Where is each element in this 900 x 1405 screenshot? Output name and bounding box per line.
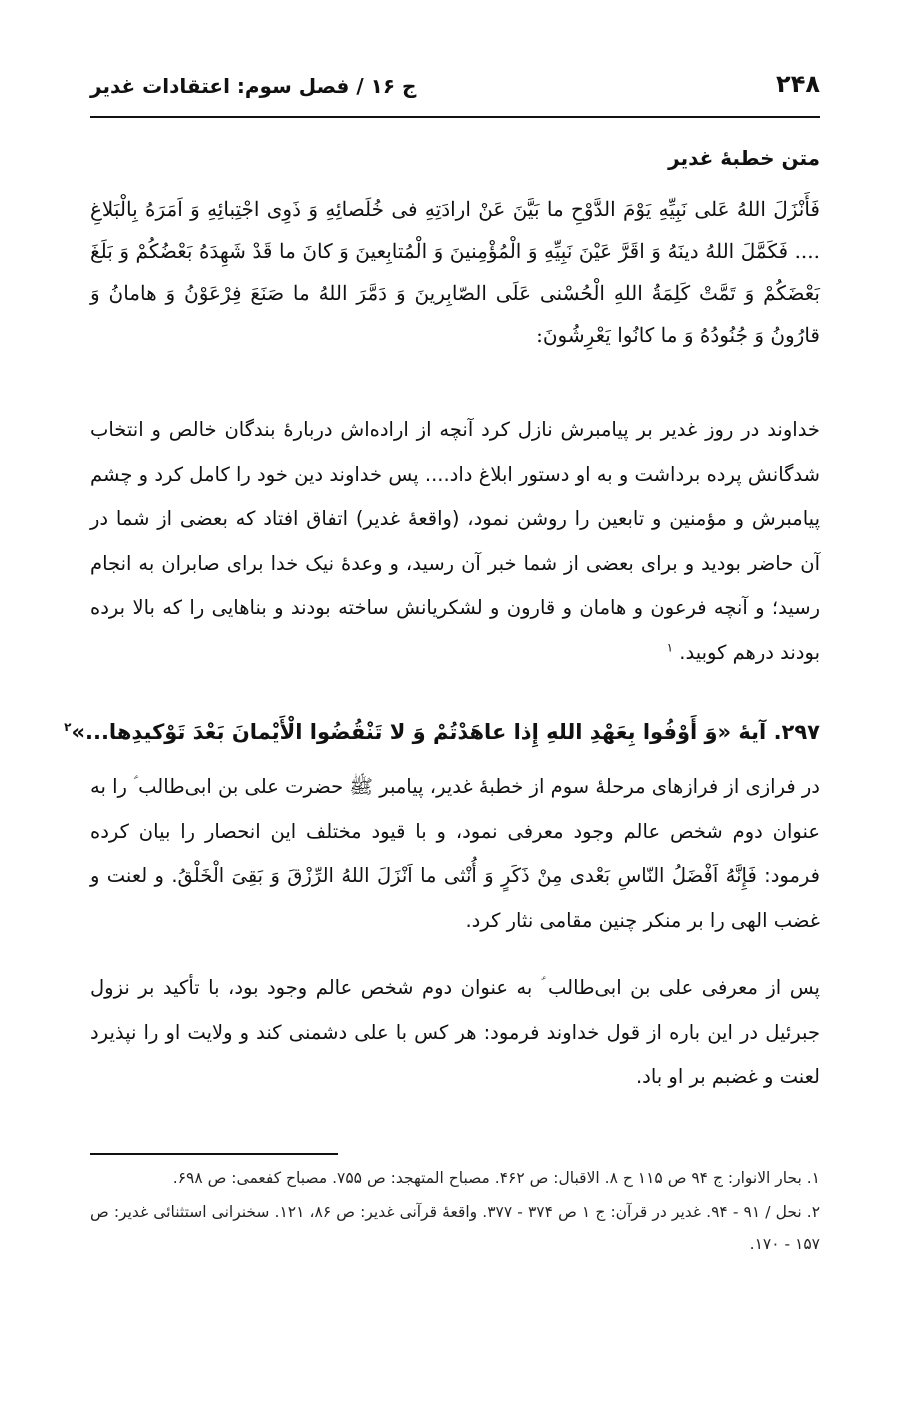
book-page: [64, 0, 821, 1405]
translation-paragraph: [90, 408, 820, 675]
arabic-sermon-text: فَأَنْزَلَ اللهُ عَلی نَبِیِّهِ یَوْمَ الدَّوْحِ ما بَیَّنَ عَنْ ارادَتِهِ فی خُلَصائِهِ وَ ذَوِی اجْتِبائِهِ وَ اَمَرَهُ بِالْبَلاغِ .... فَکَمَّلَ اللهُ دینَهُ وَ اقَرَّ عَیْنَ نَبِیِّهِ وَ الْمُؤْمِنینَ وَ الْمُتابِعینَ وَ کانَ ما قَدْ شَهِدَهُ بَعْضُکُمْ وَ بَلَغَ بَعْضَکُمْ وَ تَمَّتْ کَلِمَةُ اللهِ الْحُسْنی عَلَی الصّابِرینَ وَ دَمَّرَ اللهُ ما صَنَعَ فِرْعَوْنُ وَ هامانُ وَ قارُونُ وَ جُنُودُهُ وَ ما کانُوا یَعْرِشُونَ:: [90, 197, 820, 347]
verse-heading-text: ۲۹۷. آیهٔ «وَ أَوْفُوا بِعَهْدِ اللهِ إِذا عاهَدْتُمْ وَ لا تَنْقُضُوا الْأَیْمانَ بَعْدَ تَوْکیدِها...»: [71, 720, 820, 744]
footnote-2: ۲. نحل / ۹۱ - ۹۴. غدیر در قرآن: ج ۱ ص ۳۷۴ - ۳۷۷. واقعهٔ قرآنی غدیر: ص ۸۶، ۱۲۱. سخنرانی استثنائی غدیر: ص ۱۵۷ - ۱۷۰.: [90, 1203, 821, 1253]
page-number: ۲۴۸: [776, 70, 820, 98]
header-divider: [90, 116, 820, 118]
body-paragraph-3: پس از معرفی علی بن ابی‌طالب ؑ به عنوان دوم شخص عالم وجود بود، با تأکید بر نزول جبرئیل در این باره از قول خداوند فرمود: هر کس با علی دشمنی کند و ولایت او را نپذیرد لعنت و غضبم بر او باد.: [90, 976, 820, 1088]
page-header: [90, 62, 820, 112]
body-paragraph-2: در فرازی از فرازهای مرحلهٔ سوم از خطبهٔ غدیر، پیامبر ﷺ حضرت علی بن ابی‌طالب ؑ را به عنوان دوم شخص عالم وجود معرفی نمود، و با قیود مختلف این انحصار را بیان کرده فرمود: فَإِنَّهُ اَفْضَلُ النّاسِ بَعْدی مِنْ ذَکَرٍ وَ أُنْثی ما اَنْزَلَ اللهُ الرِّزْقَ وَ بَقِیَ الْخَلْقُ. و لعنت و غضب الهی را بر منکر چنین مقامی نثار کرد.: [90, 775, 820, 932]
footnote-divider: [90, 1153, 338, 1155]
translation-text: خداوند در روز غدیر بر پیامبرش نازل کرد آنچه از اراده‌اش دربارهٔ بندگان خالص و انتخاب شدگانش پرده برداشت و به او دستور ابلاغ داد.... پس خداوند دین خود را کامل کرد و چشم پیامبرش و مؤمنین و تابعین را روشن نمود، (واقعهٔ غدیر) اتفاق افتاد که بعضی از شما در آن حاضر بودید و برای بعضی از شما خبر آن رسید، و وعدهٔ نیک خدا برای صابران به انجام رسید؛ و آنچه فرعون و هامان و قارون و لشکریانش ساخته بودند و بناهایی را که بالا برده بودند درهم کوبید.: [90, 418, 820, 664]
footnote-1: ۱. بحار الانوار: ج ۹۴ ص ۱۱۵ ح ۸. الاقبال: ص ۴۶۲. مصباح المتهجد: ص ۷۵۵. مصباح کفعمی: ص ۶۹۸.: [172, 1169, 820, 1187]
running-head: ج ۱۶ / فصل سوم: اعتقادات غدیر: [90, 74, 417, 98]
footnote-ref-2: ۲: [64, 720, 72, 734]
section-title: متن خطبهٔ غدیر: [668, 146, 820, 170]
footnote-ref-1: ۱: [666, 640, 674, 654]
footnotes: [90, 1162, 820, 1262]
verse-heading: [64, 720, 820, 744]
